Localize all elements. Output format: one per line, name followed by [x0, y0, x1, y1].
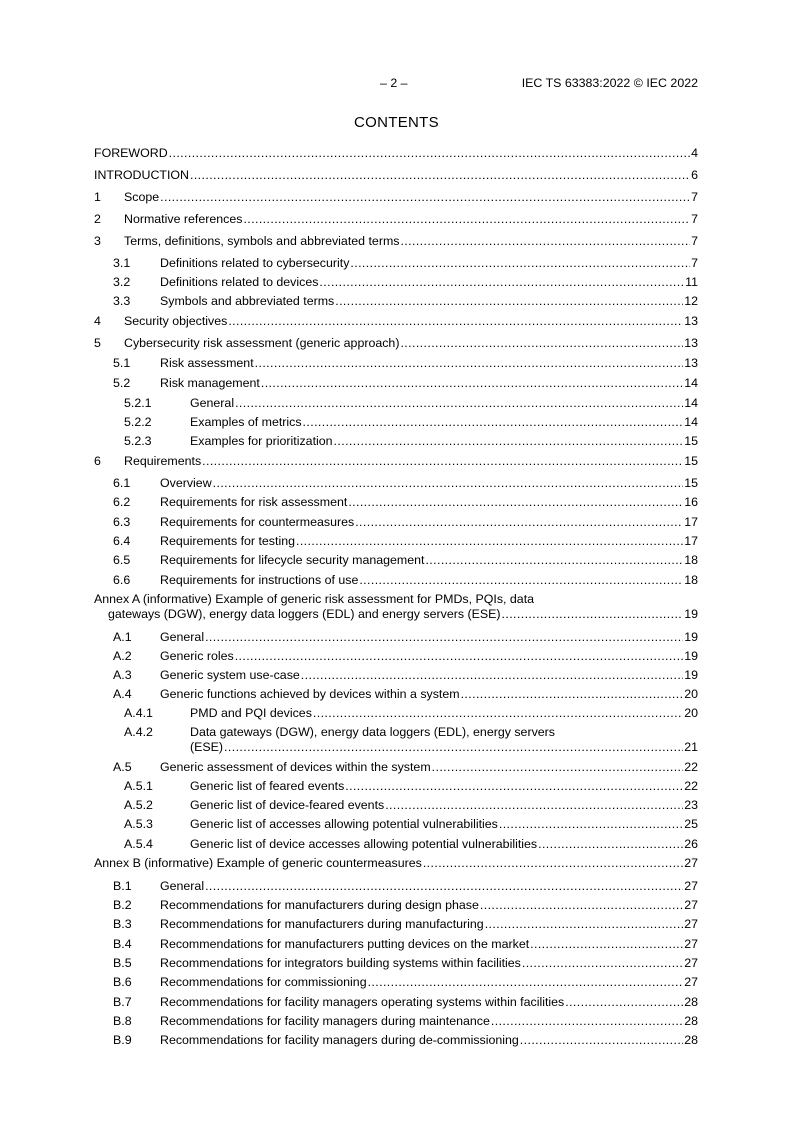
toc-number: 3.3 — [113, 294, 131, 308]
toc-page-number: 23 — [684, 798, 698, 812]
toc-entry[interactable] — [94, 725, 698, 755]
toc-entry[interactable] — [94, 975, 698, 990]
toc-number: 2 — [94, 212, 101, 226]
dot-leader — [491, 1014, 683, 1029]
toc-title: Examples of metrics — [190, 415, 302, 429]
toc-entry[interactable] — [94, 917, 698, 932]
dot-leader — [368, 975, 684, 990]
toc-title: General — [160, 879, 205, 893]
dot-leader — [355, 515, 683, 530]
dot-leader — [334, 434, 684, 449]
dot-leader — [205, 879, 683, 894]
toc-entry[interactable] — [94, 190, 698, 205]
toc-entry[interactable] — [94, 256, 698, 271]
toc-number: 6.6 — [113, 573, 131, 587]
toc-title: Generic list of device-feared events — [190, 798, 385, 812]
toc-page-number: 13 — [684, 314, 698, 328]
dot-leader — [345, 779, 683, 794]
dot-leader — [485, 917, 684, 932]
toc-number: 6.5 — [113, 553, 131, 567]
dot-leader — [296, 534, 683, 549]
dot-leader — [423, 856, 683, 871]
toc-title: Scope — [124, 190, 160, 204]
document-id: IEC TS 63383:2022 © IEC 2022 — [521, 76, 698, 90]
toc-title: Normative references — [124, 212, 243, 226]
toc-title: Generic list of device accesses allowing potential vulnerabilities — [190, 837, 538, 851]
toc-number: 3.2 — [113, 275, 131, 289]
toc-title: Recommendations for commissioning — [160, 975, 367, 989]
toc-number: A.4.1 — [124, 706, 153, 720]
toc-entry[interactable] — [94, 817, 698, 832]
toc-page-number: 26 — [684, 837, 698, 851]
toc-number: 3 — [94, 234, 101, 248]
toc-page-number: 7 — [691, 256, 698, 270]
toc-page-number: 17 — [684, 515, 698, 529]
toc-entry[interactable] — [94, 592, 698, 622]
toc-title: Definitions related to devices — [160, 275, 319, 289]
toc-entry[interactable] — [94, 879, 698, 894]
toc-page-number: 17 — [684, 534, 698, 548]
toc-page-number: 27 — [684, 956, 698, 970]
toc-entry[interactable] — [94, 415, 698, 430]
toc-entry[interactable] — [94, 454, 698, 469]
page-number: – 2 – — [380, 76, 408, 90]
toc-number: A.1 — [113, 630, 132, 644]
toc-page-number: 4 — [691, 146, 698, 160]
dot-leader — [538, 837, 683, 852]
toc-page-number: 27 — [684, 917, 698, 931]
toc-page-number: 27 — [684, 937, 698, 951]
toc-page-number: 7 — [691, 190, 698, 204]
toc-page-number: 27 — [684, 856, 698, 870]
toc-entry[interactable] — [94, 956, 698, 971]
dot-leader — [301, 668, 683, 683]
toc-page-number: 14 — [684, 396, 698, 410]
dot-leader — [480, 898, 683, 913]
toc-entry[interactable] — [94, 212, 698, 227]
dot-leader — [190, 168, 690, 183]
toc-page-number: 21 — [684, 740, 698, 754]
toc-page-number: 12 — [684, 294, 698, 308]
toc-entry[interactable] — [94, 937, 698, 952]
toc-entry[interactable] — [94, 687, 698, 702]
dot-leader — [202, 454, 683, 469]
dot-leader — [350, 256, 690, 271]
toc-page-number: 15 — [684, 434, 698, 448]
toc-title: Generic assessment of devices within the system — [160, 760, 431, 774]
toc-page-number: 13 — [684, 336, 698, 350]
dot-leader — [359, 573, 683, 588]
toc-page-number: 28 — [684, 1014, 698, 1028]
toc-title: INTRODUCTION — [94, 168, 189, 182]
toc-title: Recommendations for manufacturers during design phase — [160, 898, 479, 912]
dot-leader — [400, 336, 683, 351]
toc-entry[interactable] — [94, 534, 698, 549]
dot-leader — [313, 706, 683, 721]
toc-entry[interactable] — [94, 314, 698, 329]
toc-title: Recommendations for manufacturers putting devices on the market — [160, 937, 530, 951]
toc-title: Risk assessment — [160, 356, 254, 370]
toc-title: Annex B (informative) Example of generic countermeasures — [94, 856, 422, 870]
toc-entry[interactable] — [94, 168, 698, 183]
toc-title: Requirements for countermeasures — [160, 515, 355, 529]
toc-page-number: 14 — [684, 415, 698, 429]
toc-entry[interactable] — [94, 706, 698, 721]
toc-title: Security objectives — [124, 314, 228, 328]
toc-title: Cybersecurity risk assessment (generic approach) — [124, 336, 400, 350]
dot-leader — [335, 294, 683, 309]
toc-number: 5.1 — [113, 356, 131, 370]
toc-page-number: 27 — [684, 898, 698, 912]
toc-entry[interactable] — [94, 995, 698, 1010]
toc-page-number: 20 — [684, 687, 698, 701]
toc-page-number: 7 — [691, 212, 698, 226]
dot-leader — [425, 553, 683, 568]
dot-leader — [255, 356, 684, 371]
toc-title: Risk management — [160, 376, 260, 390]
toc-page-number: 19 — [684, 630, 698, 644]
toc-title: FOREWORD — [94, 146, 168, 160]
toc-page-number: 20 — [684, 706, 698, 720]
dot-leader — [205, 630, 683, 645]
toc-title: Generic list of accesses allowing potential vulnerabilities — [190, 817, 498, 831]
toc-entry[interactable] — [94, 376, 698, 391]
toc-title: Requirements for testing — [160, 534, 295, 548]
toc-number: 5.2.2 — [124, 415, 152, 429]
toc-title: Recommendations for manufacturers during manufacturing — [160, 917, 484, 931]
toc-number: 5.2 — [113, 376, 131, 390]
toc-number: 6.2 — [113, 495, 131, 509]
toc-number: A.4.2 — [124, 725, 153, 739]
toc-title: Recommendations for facility managers operating systems within facilities — [160, 995, 565, 1009]
toc-entry[interactable] — [94, 1014, 698, 1029]
dot-leader — [261, 376, 683, 391]
toc-page-number: 15 — [684, 454, 698, 468]
dot-leader — [243, 212, 690, 227]
dot-leader — [160, 190, 690, 205]
toc-entry[interactable] — [94, 837, 698, 852]
toc-page-number: 19 — [684, 668, 698, 682]
toc-number: A.5.3 — [124, 817, 153, 831]
page-title: CONTENTS — [354, 114, 439, 131]
toc-entry[interactable] — [94, 760, 698, 775]
toc-number: 1 — [94, 190, 101, 204]
dot-leader — [228, 314, 683, 329]
toc-number: 5.2.1 — [124, 396, 152, 410]
toc-page-number: 28 — [684, 995, 698, 1009]
toc-title: Examples for prioritization — [190, 434, 333, 448]
toc-page-number: 15 — [684, 476, 698, 490]
toc-page-number: 19 — [684, 649, 698, 663]
toc-entry[interactable] — [94, 234, 698, 249]
toc-page-number: 19 — [684, 607, 698, 621]
toc-number: 3.1 — [113, 256, 131, 270]
dot-leader — [432, 760, 684, 775]
toc-title: Symbols and abbreviated terms — [160, 294, 335, 308]
toc-number: 5.2.3 — [124, 434, 152, 448]
toc-number: 6.4 — [113, 534, 131, 548]
toc-page-number: 7 — [691, 234, 698, 248]
dot-leader — [224, 740, 683, 755]
dot-leader — [385, 798, 683, 813]
dot-leader — [530, 937, 683, 952]
dot-leader — [235, 649, 684, 664]
dot-leader — [499, 817, 683, 832]
toc-title: Requirements — [124, 454, 202, 468]
toc-title-continued: (ESE) — [190, 740, 224, 754]
toc-number: 5 — [94, 336, 101, 350]
toc-entry[interactable] — [94, 396, 698, 411]
toc-number: B.2 — [113, 898, 132, 912]
toc-number: A.5.4 — [124, 837, 153, 851]
toc-page-number: 16 — [684, 495, 698, 509]
toc-title: Annex A (informative) Example of generic risk assessment for PMDs, PQIs, data — [94, 592, 535, 606]
toc-entry[interactable] — [94, 515, 698, 530]
dot-leader — [520, 1033, 683, 1048]
toc-page-number: 13 — [684, 356, 698, 370]
toc-number: B.9 — [113, 1033, 132, 1047]
toc-entry[interactable] — [94, 476, 698, 491]
toc-number: 6.1 — [113, 476, 131, 490]
toc-entry[interactable] — [94, 495, 698, 510]
toc-entry[interactable] — [94, 573, 698, 588]
toc-title: Requirements for risk assessment — [160, 495, 348, 509]
toc-number: B.3 — [113, 917, 132, 931]
page-header — [0, 76, 793, 92]
dot-leader — [565, 995, 683, 1010]
toc-number: A.4 — [113, 687, 132, 701]
toc-page-number: 6 — [691, 168, 698, 182]
toc-entry[interactable] — [94, 294, 698, 309]
dot-leader — [319, 275, 684, 290]
toc-page-number: 25 — [684, 817, 698, 831]
toc-title: Generic roles — [160, 649, 234, 663]
toc-title: Recommendations for facility managers during de-commissioning — [160, 1033, 519, 1047]
toc-page-number: 18 — [684, 553, 698, 567]
dot-leader — [400, 234, 690, 249]
toc-number: 6 — [94, 454, 101, 468]
toc-number: A.5.1 — [124, 779, 153, 793]
toc-title-continued: gateways (DGW), energy data loggers (EDL) and energy servers (ESE) — [108, 607, 501, 621]
toc-entry[interactable] — [94, 553, 698, 568]
toc-title: Data gateways (DGW), energy data loggers (EDL), energy servers — [190, 725, 555, 739]
toc-title: Generic system use-case — [160, 668, 300, 682]
toc-page-number: 11 — [685, 275, 698, 289]
toc-entry[interactable] — [94, 668, 698, 683]
toc-title: PMD and PQI devices — [190, 706, 312, 720]
toc-number: B.5 — [113, 956, 132, 970]
toc-title: Generic functions achieved by devices within a system — [160, 687, 460, 701]
toc-entry[interactable] — [94, 356, 698, 371]
toc-page-number: 27 — [684, 975, 698, 989]
toc-page-number: 18 — [684, 573, 698, 587]
dot-leader — [461, 687, 684, 702]
toc-title: Terms, definitions, symbols and abbreviated terms — [124, 234, 400, 248]
dot-leader — [169, 146, 690, 161]
dot-leader — [502, 607, 684, 622]
toc-title: Generic list of feared events — [190, 779, 345, 793]
toc-number: A.2 — [113, 649, 132, 663]
toc-entry[interactable] — [94, 275, 698, 290]
toc-entry[interactable] — [94, 798, 698, 813]
toc-entry[interactable] — [94, 856, 698, 871]
dot-leader — [303, 415, 684, 430]
toc-number: A.5.2 — [124, 798, 153, 812]
toc-page-number: 22 — [684, 760, 698, 774]
toc-number: B.1 — [113, 879, 132, 893]
dot-leader — [213, 476, 684, 491]
toc-page-number: 28 — [684, 1033, 698, 1047]
toc-entry[interactable] — [94, 146, 698, 161]
dot-leader — [348, 495, 683, 510]
toc-title: Definitions related to cybersecurity — [160, 256, 350, 270]
toc-title: Overview — [160, 476, 212, 490]
toc-title: Requirements for lifecycle security management — [160, 553, 425, 567]
toc-number: 4 — [94, 314, 101, 328]
toc-entry[interactable] — [94, 649, 698, 664]
toc-title: Requirements for instructions of use — [160, 573, 359, 587]
toc-entry[interactable] — [94, 898, 698, 913]
toc-entry[interactable] — [94, 779, 698, 794]
dot-leader — [522, 956, 683, 971]
toc-entry[interactable] — [94, 630, 698, 645]
toc-number: A.5 — [113, 760, 132, 774]
toc-title: General — [190, 396, 235, 410]
toc-number: B.8 — [113, 1014, 132, 1028]
toc-title: Recommendations for integrators building systems within facilities — [160, 956, 521, 970]
toc-entry[interactable] — [94, 336, 698, 351]
toc-number: B.7 — [113, 995, 132, 1009]
toc-number: 6.3 — [113, 515, 131, 529]
toc-entry[interactable] — [94, 1033, 698, 1048]
dot-leader — [235, 396, 683, 411]
toc-number: B.4 — [113, 937, 132, 951]
toc-number: A.3 — [113, 668, 132, 682]
toc-entry[interactable] — [94, 434, 698, 449]
toc-title: Recommendations for facility managers during maintenance — [160, 1014, 490, 1028]
toc-number: B.6 — [113, 975, 132, 989]
toc-page-number: 14 — [684, 376, 698, 390]
toc-title: General — [160, 630, 205, 644]
toc-page-number: 27 — [684, 879, 698, 893]
toc-page-number: 22 — [684, 779, 698, 793]
